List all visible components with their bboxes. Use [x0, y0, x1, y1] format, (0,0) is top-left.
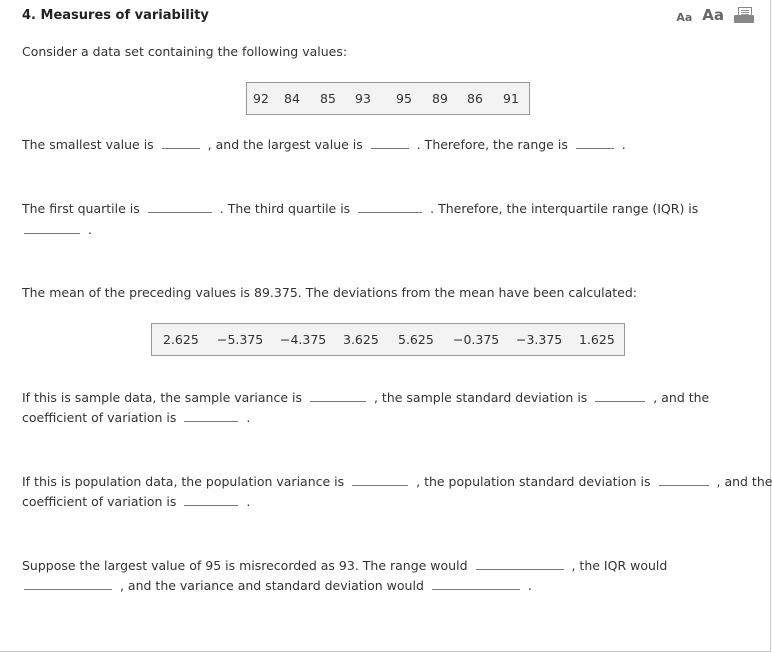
- population-std-dev-input[interactable]: [659, 484, 709, 486]
- deviation-value: −5.375: [217, 332, 264, 347]
- deviation-value: 1.625: [579, 332, 615, 347]
- smallest-value-input[interactable]: [162, 147, 200, 149]
- sample-variance-input[interactable]: [310, 400, 366, 402]
- largest-value-input[interactable]: [371, 147, 409, 149]
- data-value: 91: [503, 91, 519, 106]
- print-icon[interactable]: [734, 7, 754, 24]
- first-quartile-input[interactable]: [148, 211, 212, 213]
- sample-std-dev-input[interactable]: [595, 400, 645, 402]
- sample-cv-input[interactable]: [184, 420, 238, 422]
- population-question-cont: coefficient of variation is .: [22, 494, 251, 509]
- population-cv-input[interactable]: [184, 504, 238, 506]
- data-value: 86: [467, 91, 483, 106]
- data-value: 85: [320, 91, 336, 106]
- intro-text: Consider a data set containing the following values:: [22, 44, 348, 59]
- deviation-value: −3.375: [516, 332, 563, 347]
- deviations-box: [151, 323, 625, 356]
- quartile-question: The first quartile is . The third quartile is . Therefore, the interquartile range (IQR) is: [22, 201, 699, 216]
- range-input[interactable]: [576, 147, 614, 149]
- deviation-value: −4.375: [280, 332, 327, 347]
- third-quartile-input[interactable]: [358, 211, 422, 213]
- data-value: 92: [253, 91, 269, 106]
- data-value: 89: [432, 91, 448, 106]
- deviation-value: 2.625: [163, 332, 199, 347]
- sample-question: If this is sample data, the sample variance is , the sample standard deviation is , and the: [22, 390, 710, 405]
- variance-change-select[interactable]: [432, 588, 520, 590]
- range-change-select[interactable]: [476, 568, 564, 570]
- population-question: If this is population data, the population variance is , the population standard deviation is , and the: [22, 474, 772, 489]
- deviation-value: 3.625: [343, 332, 379, 347]
- data-value: 93: [355, 91, 371, 106]
- data-value: 95: [396, 91, 412, 106]
- data-value: 84: [284, 91, 300, 106]
- question-title: 4. Measures of variability: [22, 8, 209, 23]
- font-size-large-button[interactable]: Aa: [702, 6, 724, 24]
- misrecord-question: Suppose the largest value of 95 is misrecorded as 93. The range would , the IQR would: [22, 558, 668, 573]
- values-box: [246, 82, 530, 115]
- quartile-question-cont: .: [22, 222, 92, 237]
- misrecord-question-cont: , and the variance and standard deviation would .: [22, 578, 532, 593]
- deviation-value: 5.625: [398, 332, 434, 347]
- iqr-change-select[interactable]: [24, 588, 112, 590]
- sample-question-cont: coefficient of variation is .: [22, 410, 251, 425]
- mean-text: The mean of the preceding values is 89.375. The deviations from the mean have been calculated:: [22, 285, 638, 300]
- font-size-small-button[interactable]: Aa: [676, 11, 693, 24]
- iqr-input[interactable]: [24, 232, 80, 234]
- range-question: The smallest value is , and the largest value is . Therefore, the range is .: [22, 137, 626, 152]
- toolbar: [676, 6, 754, 24]
- population-variance-input[interactable]: [352, 484, 408, 486]
- deviation-value: −0.375: [453, 332, 500, 347]
